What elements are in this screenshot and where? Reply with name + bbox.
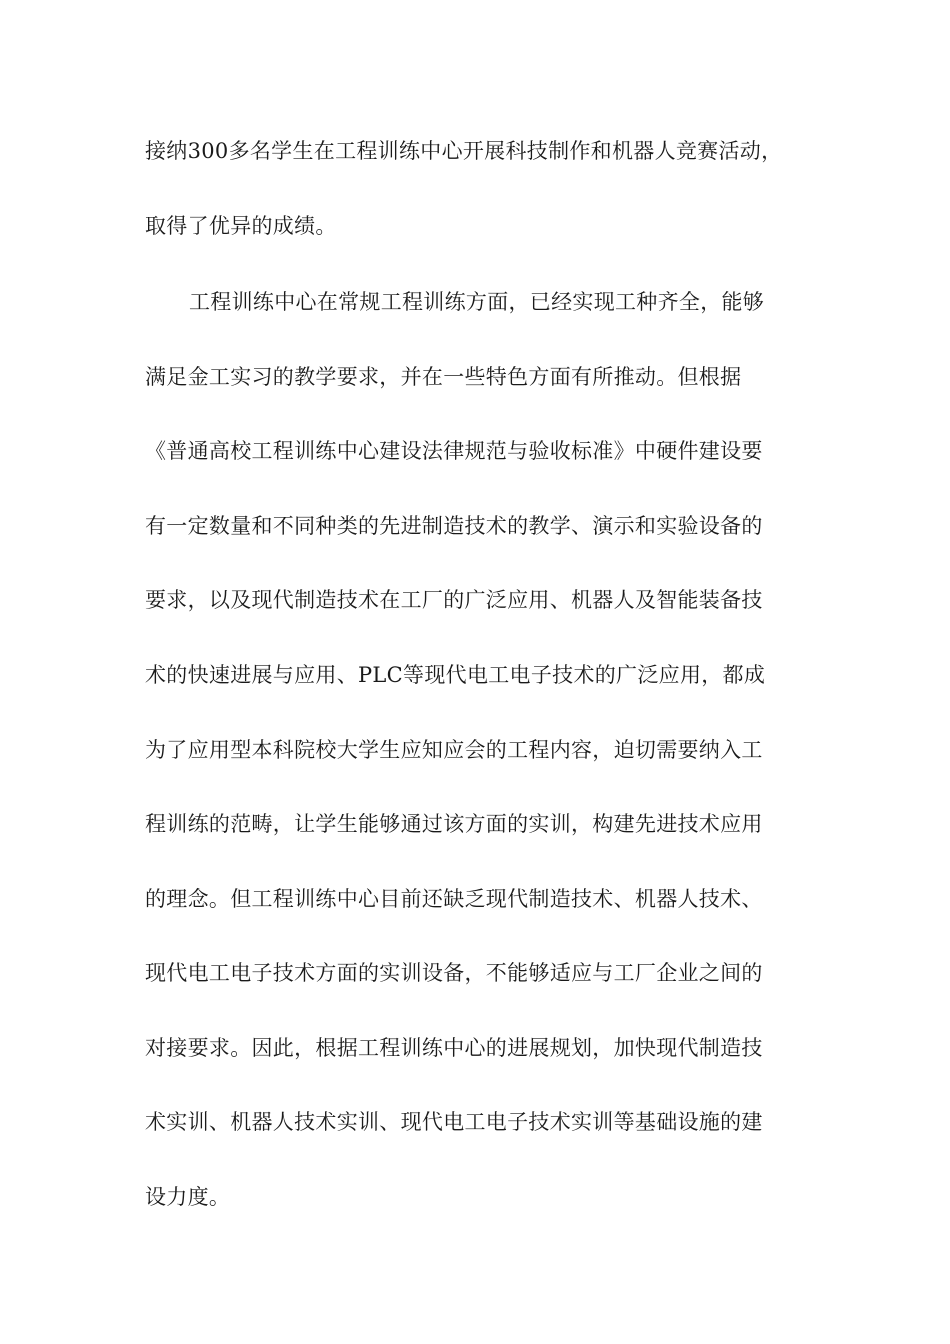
text-line: 对接要求。因此，根据工程训练中心的进展规划，加快现代制造技 [145, 1036, 763, 1060]
text-line: 要求，以及现代制造技术在工厂的广泛应用、机器人及智能装备技 [145, 588, 763, 612]
text-line: 的理念。但工程训练中心目前还缺乏现代制造技术、机器人技术、 [145, 887, 763, 911]
text-line: 术的快速进展与应用、PLC等现代电工电子技术的广泛应用，都成 [145, 663, 766, 687]
text-line: 取得了优异的成绩。 [145, 214, 337, 238]
text-line: 工程训练中心在常规工程训练方面，已经实现工种齐全，能够 [189, 290, 765, 314]
text-line: 设力度。 [145, 1185, 231, 1209]
text-line: 现代电工电子技术方面的实训设备，不能够适应与工厂企业之间的 [145, 961, 763, 985]
text-line: 满足金工实习的教学要求，并在一些特色方面有所推动。但根据 [145, 365, 742, 389]
text-line: 术实训、机器人技术实训、现代电工电子技术实训等基础设施的建 [145, 1110, 763, 1134]
text-line: 为了应用型本科院校大学生应知应会的工程内容，迫切需要纳入工 [145, 738, 763, 762]
text-line: 接纳300多名学生在工程训练中心开展科技制作和机器人竞赛活动， [145, 139, 783, 163]
text-line: 《普通高校工程训练中心建设法律规范与验收标准》中硬件建设要 [145, 439, 763, 463]
text-line: 程训练的范畴，让学生能够通过该方面的实训，构建先进技术应用 [145, 812, 763, 836]
text-line: 有一定数量和不同种类的先进制造技术的教学、演示和实验设备的 [145, 514, 763, 538]
